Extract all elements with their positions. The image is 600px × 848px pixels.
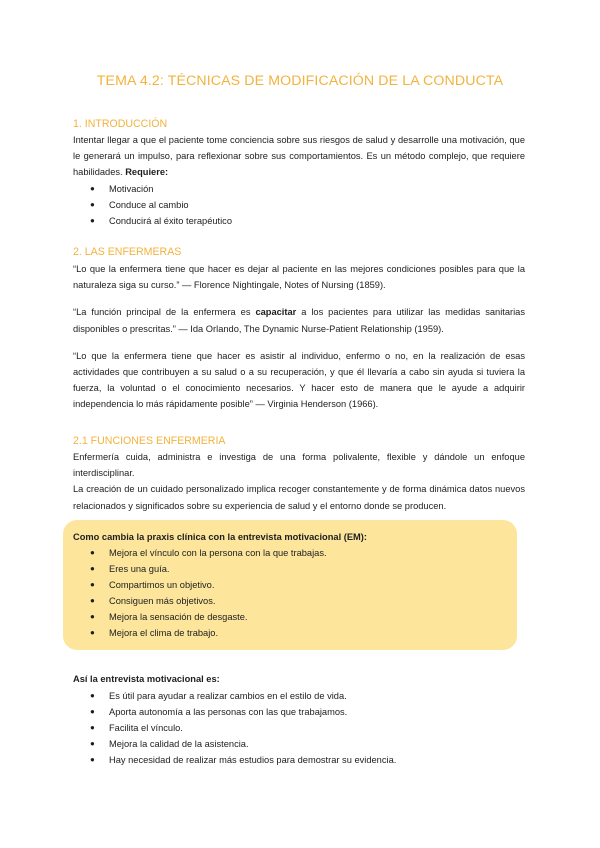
- list-item-text: Conducirá al éxito terapéutico: [109, 215, 232, 226]
- intro-bold: Requiere:: [125, 167, 169, 178]
- intro-paragraph: [73, 132, 525, 181]
- bullet-icon: ●: [90, 707, 95, 716]
- heading-introduccion: 1. INTRODUCCIÓN: [73, 118, 168, 130]
- list-item-text: Conduce al cambio: [109, 199, 189, 210]
- list-item-text: Mejora el clima de trabajo.: [109, 628, 219, 638]
- list-item: [73, 688, 533, 704]
- list-item: [73, 577, 517, 593]
- bullet-icon: ●: [90, 628, 95, 637]
- list-item: [73, 752, 533, 768]
- list-item-text: Mejora el vínculo con la persona con la que trabajas.: [109, 548, 327, 558]
- bullet-icon: ●: [90, 739, 95, 748]
- em-list: [73, 688, 533, 768]
- bullet-icon: ●: [90, 691, 95, 700]
- bullet-icon: ●: [90, 612, 95, 621]
- list-item: [73, 561, 517, 577]
- heading-funciones: 2.1 FUNCIONES ENFERMERIA: [73, 435, 226, 447]
- list-item-text: Hay necesidad de realizar más estudios para demostrar su evidencia.: [109, 755, 397, 765]
- heading-enfermeras: 2. LAS ENFERMERAS: [73, 246, 182, 258]
- intro-text: Intentar llegar a que el paciente tome conciencia sobre sus riesgos de salud y desarrolle una motivación, que le generará un impulso, para reflexionar sobre sus comportamientos. Es un método complejo, que requiere habilidades.: [73, 135, 525, 178]
- list-item-text: Es útil para ayudar a realizar cambios en el estilo de vida.: [109, 691, 347, 701]
- bullet-icon: ●: [90, 723, 95, 732]
- callout-list: [73, 545, 517, 641]
- list-item-text: Aporta autonomía a las personas con las que trabajamos.: [109, 707, 348, 717]
- bullet-icon: ●: [90, 183, 95, 193]
- list-item: [73, 197, 525, 213]
- list-item-text: Compartimos un objetivo.: [109, 580, 215, 590]
- quote-orlando: [73, 304, 525, 336]
- section-introduccion: [73, 117, 525, 229]
- quote-orlando-bold: capacitar: [255, 307, 297, 318]
- quote-orlando-pre: “La función principal de la enfermera es: [73, 307, 256, 318]
- list-item-text: Mejora la calidad de la asistencia.: [109, 739, 249, 749]
- section-em: [73, 672, 533, 768]
- list-item-text: Eres una guía.: [109, 564, 170, 574]
- quote-henderson: “Lo que la enfermera tiene que hacer es asistir al individuo, enfermo o no, en la realización de esas actividades que contribuyen a su salud o a su recuperación, y que él llevaría a cabo sin ayuda si tuviera la fuerza, la voluntad o el conocimiento necesarios. Y hacer esto de manera que le ayude a adquirir independencia lo más rápidamente posible” — Virginia Henderson (1966).: [73, 350, 525, 410]
- quote-nightingale: “Lo que la enfermera tiene que hacer es dejar al paciente en las mejores condiciones posibles para que la naturaleza siga su curso.” — Florence Nightingale, Notes of Nursing (1859).: [73, 264, 525, 291]
- list-item: [73, 545, 517, 561]
- list-item-text: Facilita el vínculo.: [109, 723, 183, 733]
- list-item-text: Consiguen más objetivos.: [109, 596, 216, 606]
- callout-heading: Como cambia la praxis clínica con la entrevista motivacional (EM):: [73, 532, 367, 542]
- list-item: [73, 593, 517, 609]
- section-enfermeras: [73, 245, 525, 413]
- bullet-icon: ●: [90, 580, 95, 589]
- list-item-text: Motivación: [109, 183, 154, 194]
- bullet-icon: ●: [90, 755, 95, 764]
- list-item: [73, 213, 525, 229]
- intro-list: [73, 181, 525, 229]
- funciones-paragraph-1: Enfermería cuida, administra e investiga de una forma polivalente, flexible y dándole un enfoque interdisciplinar.: [73, 452, 525, 479]
- list-item: [73, 181, 525, 197]
- callout-box: [63, 520, 517, 650]
- bullet-icon: ●: [90, 548, 95, 557]
- section-funciones: [73, 434, 525, 514]
- list-item: [73, 704, 533, 720]
- bullet-icon: ●: [90, 564, 95, 573]
- list-item: [73, 720, 533, 736]
- page-title: TEMA 4.2: TÉCNICAS DE MODIFICACIÓN DE LA CONDUCTA: [96, 73, 504, 89]
- list-item-text: Mejora la sensación de desgaste.: [109, 612, 248, 622]
- list-item: [73, 625, 517, 641]
- bullet-icon: ●: [90, 215, 95, 225]
- em-heading: Así la entrevista motivacional es:: [73, 674, 220, 684]
- bullet-icon: ●: [90, 199, 95, 209]
- list-item: [73, 736, 533, 752]
- funciones-paragraph-2: La creación de un cuidado personalizado implica recoger constantemente y de forma dinámica datos nuevos relacionados y significados sobre su experiencia de salud y el entorno donde se producen.: [73, 484, 525, 511]
- list-item: [73, 609, 517, 625]
- bullet-icon: ●: [90, 596, 95, 605]
- quote-orlando-post: a los pacientes para utilizar las medidas sanitarias disponibles o prescritas.” — Ida Orlando, The Dynamic Nurse-Patient Relationship (1959).: [73, 307, 525, 334]
